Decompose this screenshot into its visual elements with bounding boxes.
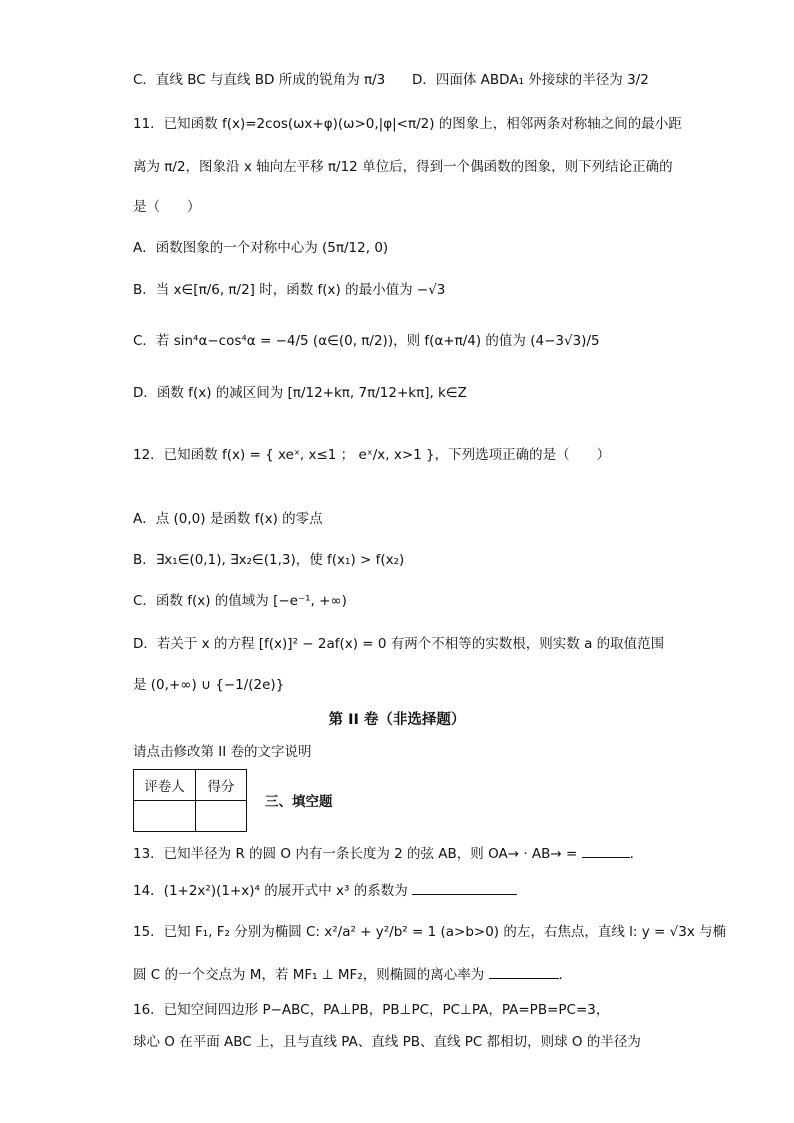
q15-end: . xyxy=(558,967,563,983)
q14 xyxy=(133,880,517,901)
q11-option-a: A．函数图象的一个对称中心为 (5π/12, 0) xyxy=(133,240,389,256)
score-cell-score[interactable] xyxy=(196,801,247,832)
q16-line1: 16．已知空间四边形 P−ABC，PA⊥PB，PB⊥PC，PC⊥PA，PA=PB=PC=3， xyxy=(133,1002,610,1018)
q11-stem-line1: 11．已知函数 f(x)=2cos(ωx+φ)(ω>0,|φ|<π/2) 的图象上，相邻两条对称轴之间的最小距 xyxy=(133,116,682,132)
q11-option-d: D．函数 f(x) 的减区间为 [π/12+kπ, 7π/12+kπ], k∈Z xyxy=(133,385,467,401)
q12-option-c: C．函数 f(x) 的值域为 [−e⁻¹, +∞) xyxy=(133,593,347,609)
section-note: 请点击修改第 II 卷的文字说明 xyxy=(133,744,312,760)
q16-line2: 球心 O 在平面 ABC 上，且与直线 PA、直线 PB、直线 PC 都相切，则球 O 的半径为 xyxy=(133,1034,641,1050)
q14-answer-blank[interactable] xyxy=(412,880,517,895)
score-header-score: 得分 xyxy=(196,770,247,801)
q12-option-d-line1: D．若关于 x 的方程 [f(x)]² − 2af(x) = 0 有两个不相等的实数根，则实数 a 的取值范围 xyxy=(133,636,665,652)
q15-answer-blank[interactable] xyxy=(489,964,559,979)
q12-option-d-line2: 是 (0,+∞) ∪ {−1/(2e)} xyxy=(133,677,285,693)
q11-stem-line2: 离为 π/2，图象沿 x 轴向左平移 π/12 单位后，得到一个偶函数的图象，则下列结论正确的 xyxy=(133,159,673,175)
q11-option-b: B．当 x∈[π/6, π/2] 时，函数 f(x) 的最小值为 −√3 xyxy=(133,282,446,298)
q15-line2-text: 圆 C 的一个交点为 M，若 MF₁ ⊥ MF₂，则椭圆的离心率为 xyxy=(133,967,485,983)
q13-text: 13．已知半径为 R 的圆 O 内有一条长度为 2 的弦 AB，则 OA→ · AB→ = xyxy=(133,846,578,862)
q10-option-d: D．四面体 ABDA₁ 外接球的半径为 3/2 xyxy=(412,72,649,88)
score-cell-grader[interactable] xyxy=(134,801,196,832)
q13-answer-blank[interactable] xyxy=(582,843,630,858)
section-title: 第 II 卷（非选择题） xyxy=(328,712,466,728)
q10-option-c: C．直线 BC 与直线 BD 所成的锐角为 π/3 xyxy=(133,72,386,88)
q11-option-c: C．若 sin⁴α−cos⁴α = −4/5 (α∈(0, π/2))，则 f(α+π/4) 的值为 (4−3√3)/5 xyxy=(133,333,600,349)
q12-option-a: A．点 (0,0) 是函数 f(x) 的零点 xyxy=(133,511,323,527)
q12-option-b: B．∃x₁∈(0,1), ∃x₂∈(1,3)，使 f(x₁) > f(x₂) xyxy=(133,552,405,568)
q13 xyxy=(133,843,634,864)
score-header-grader: 评卷人 xyxy=(134,770,196,801)
q11-stem-line3: 是（ ） xyxy=(133,199,201,215)
score-table xyxy=(133,769,247,832)
q14-text: 14．(1+2x²)(1+x)⁴ 的展开式中 x³ 的系数为 xyxy=(133,883,408,899)
q13-end: . xyxy=(629,846,634,862)
q15-line2 xyxy=(133,964,563,985)
q15-line1: 15．已知 F₁, F₂ 分别为椭圆 C: x²/a² + y²/b² = 1 (a>b>0) 的左，右焦点，直线 l: y = √3x 与椭 xyxy=(133,924,727,940)
q12-stem: 12．已知函数 f(x) = { xeˣ, x≤1 ； eˣ/x, x>1 }，下列选项正确的是（ ） xyxy=(133,447,611,463)
part-title: 三、填空题 xyxy=(265,794,333,810)
